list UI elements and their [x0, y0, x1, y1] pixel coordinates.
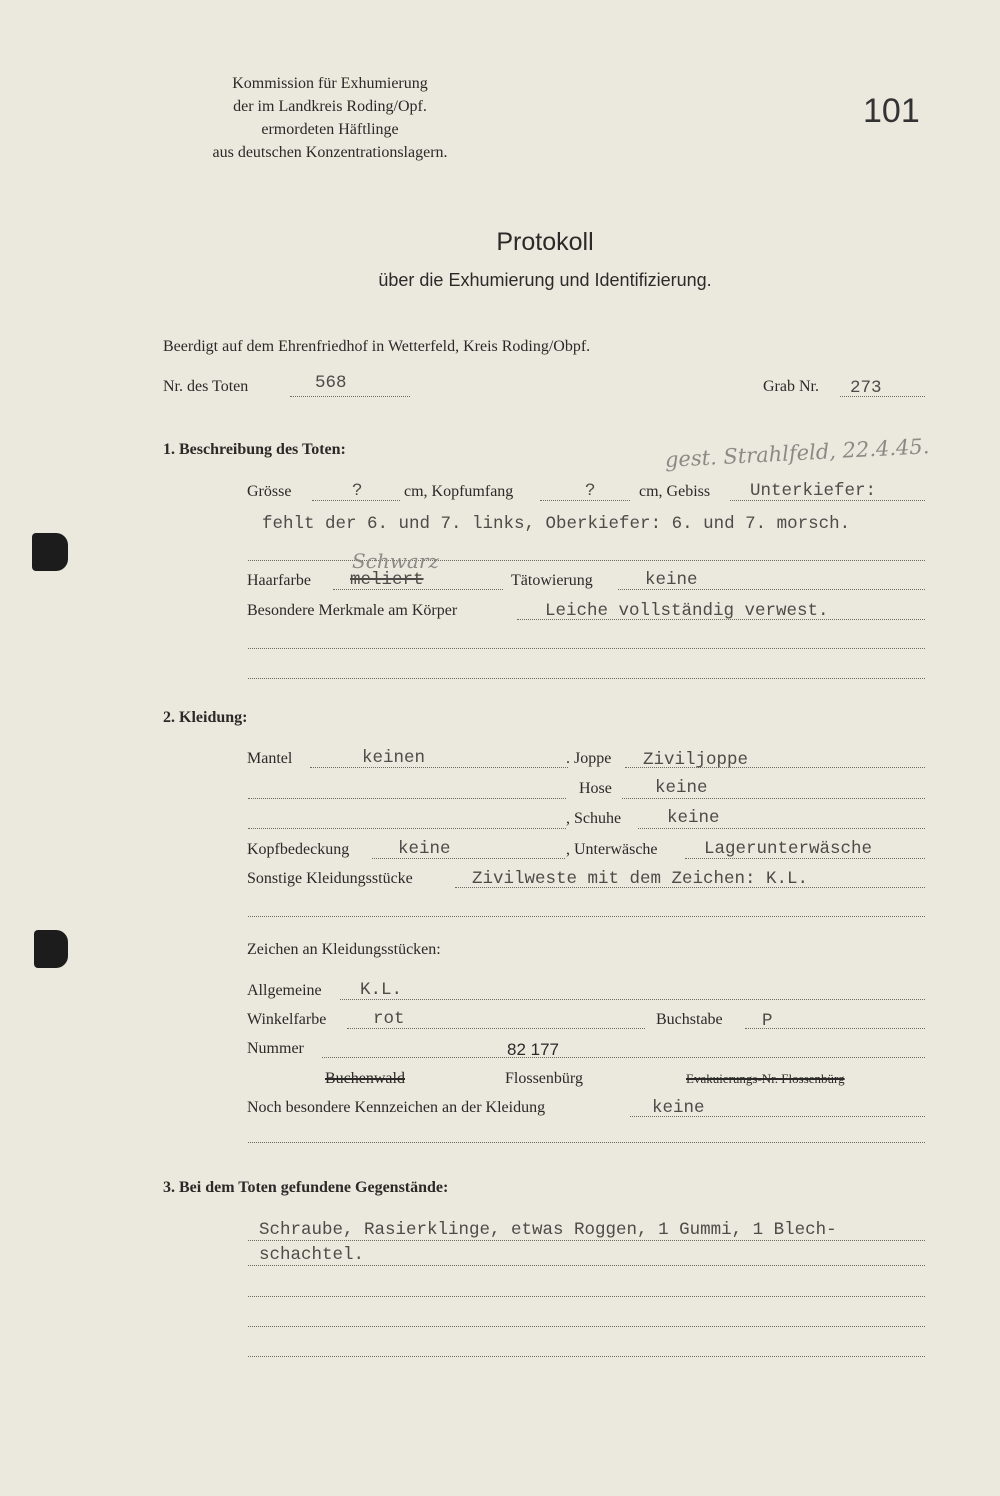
allgemeine-value: K.L.	[360, 980, 403, 1000]
binder-mark-top	[32, 533, 68, 571]
camp-option-flossenbuerg: Flossenbürg	[505, 1070, 583, 1087]
camp-option-buchenwald: Buchenwald	[325, 1070, 405, 1087]
kennzeichen-value: keine	[652, 1098, 705, 1118]
kennzeichen-label: Noch besondere Kennzeichen an der Kleidung	[247, 1099, 546, 1116]
groesse-value: ?	[352, 481, 363, 501]
taetowierung-label: Tätowierung	[511, 572, 593, 589]
page-subtitle: über die Exhumierung und Identifizierung.	[378, 270, 712, 290]
gebiss-line-2: fehlt der 6. und 7. links, Oberkiefer: 6. und 7. morsch.	[262, 514, 851, 534]
binder-mark-bottom	[34, 930, 68, 968]
gebiss-label: cm, Gebiss	[639, 483, 711, 500]
buchstabe-value: P	[762, 1011, 773, 1031]
joppe-value: Ziviljoppe	[643, 750, 749, 770]
schuhe-label: , Schuhe	[566, 810, 622, 827]
haarfarbe-value: meliert	[350, 570, 424, 590]
items-line-2: schachtel.	[259, 1245, 365, 1265]
page-number: 101	[863, 92, 920, 130]
sonstige-value: Zivilweste mit dem Zeichen: K.L.	[472, 869, 809, 889]
org-line-2: der im Landkreis Roding/Opf.	[233, 98, 427, 115]
burial-text: Beerdigt auf dem Ehrenfriedhof in Wetterfeld, Kreis Roding/Obpf.	[163, 338, 591, 355]
hose-value: keine	[655, 778, 708, 798]
section-1-heading: 1. Beschreibung des Toten:	[163, 441, 346, 458]
kopfumfang-value: ?	[585, 481, 596, 501]
winkelfarbe-value: rot	[373, 1009, 405, 1029]
merkmale-label: Besondere Merkmale am Körper	[247, 602, 458, 619]
org-line-4: aus deutschen Konzentrationslagern.	[212, 144, 448, 161]
haarfarbe-handwritten: Schwarz	[352, 549, 439, 573]
haarfarbe-label: Haarfarbe	[247, 572, 311, 589]
grave-label: Grab Nr.	[763, 378, 819, 395]
org-line-3: ermordeten Häftlinge	[261, 121, 399, 138]
org-line-1: Kommission für Exhumierung	[232, 75, 428, 92]
taetowierung-value: keine	[645, 570, 698, 590]
section-3-heading: 3. Bei dem Toten gefundene Gegenstände:	[163, 1179, 449, 1196]
winkelfarbe-label: Winkelfarbe	[247, 1011, 327, 1028]
nummer-value: 82 177	[507, 1040, 559, 1059]
sonstige-label: Sonstige Kleidungsstücke	[247, 870, 413, 887]
buchstabe-label: Buchstabe	[656, 1011, 723, 1028]
items-line-1: Schraube, Rasierklinge, etwas Roggen, 1 Gummi, 1 Blech-	[259, 1220, 837, 1240]
kopfbedeckung-label: Kopfbedeckung	[247, 841, 350, 858]
merkmale-value: Leiche vollständig verwest.	[545, 601, 829, 621]
mantel-label: Mantel	[247, 750, 293, 767]
dead-no-label: Nr. des Toten	[163, 378, 249, 395]
unterwaesche-label: , Unterwäsche	[566, 841, 658, 858]
camp-option-evakuierung: Evakuierungs-Nr. Flossenbürg	[686, 1071, 845, 1086]
nummer-label: Nummer	[247, 1040, 304, 1057]
kopfumfang-label: cm, Kopfumfang	[404, 483, 514, 500]
dead-no-value: 568	[315, 373, 347, 393]
page-title: Protokoll	[496, 228, 594, 256]
zeichen-heading: Zeichen an Kleidungsstücken:	[247, 941, 441, 958]
hose-label: Hose	[579, 780, 612, 797]
handwritten-death-note: gest. Strahlfeld, 22.4.45.	[664, 434, 930, 472]
gebiss-value: Unterkiefer:	[750, 481, 877, 501]
section-2-heading: 2. Kleidung:	[163, 709, 248, 726]
allgemeine-label: Allgemeine	[247, 982, 322, 999]
mantel-value: keinen	[362, 748, 426, 768]
unterwaesche-value: Lagerunterwäsche	[704, 839, 873, 859]
grave-value: 273	[850, 378, 882, 398]
kopfbedeckung-value: keine	[398, 839, 451, 859]
joppe-label: . Joppe	[566, 750, 612, 767]
schuhe-value: keine	[667, 808, 720, 828]
groesse-label: Grösse	[247, 483, 292, 500]
